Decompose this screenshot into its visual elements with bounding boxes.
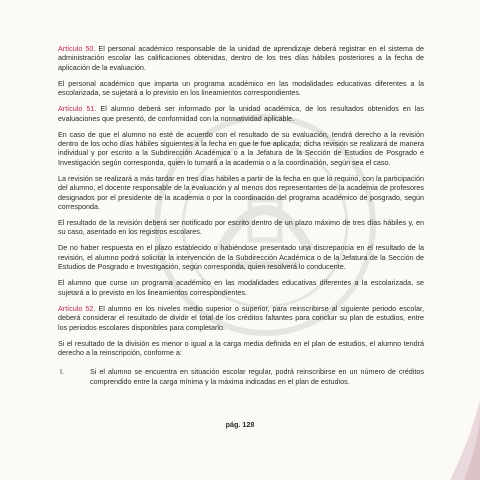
list-item — [58, 367, 424, 386]
paragraph-text: El alumno que curse un programa académico en las modalidades educativas diferentes a la escolarizada, se sujetará a lo previsto en los lineamientos correspondientes. — [58, 278, 424, 297]
page-number: pág. 128 — [225, 420, 255, 429]
paragraph — [58, 218, 424, 237]
document-body — [58, 44, 424, 386]
paragraph-text: La revisión se realizará a más tardar en tres días hábiles a partir de la fecha en que lo requirió, con la participación del alumno, el docente responsable de la evaluación y al menos dos representantes de la academia de profesores designados por el presidente de la academia o por la coordinación del programa académico de posgrado, según corresponda. — [58, 173, 424, 212]
paragraph-text: El personal académico que imparta un programa académico en las modalidades educativas diferentes a la escolarizada, se sujetará a lo previsto en los lineamientos correspondientes. — [58, 78, 424, 98]
paragraph — [58, 243, 424, 271]
list-item-text: Si el alumno se encuentra en situación escolar regular, podrá reinscribirse en un número de créditos comprendido entre la carga mínima y la máxima indicadas en el plan de estudios. — [90, 367, 424, 386]
list-item-number: I. — [60, 367, 64, 377]
paragraph-text: El alumno deberá ser informado por la unidad académica, de los resultados obtenidos en las evaluaciones que presentó, de conformidad con la normatividad aplicable. — [58, 104, 425, 123]
paragraph-text: Si el resultado de la división es menor o igual a la carga media definida en el plan de estudios, el alumno tendrá derecho a la reinscripción, conforme a: — [58, 338, 424, 357]
article-heading: Artículo 51. — [58, 104, 97, 114]
paragraph — [58, 174, 424, 212]
paragraph — [58, 104, 424, 123]
paragraph-text: El resultado de la revisión deberá ser notificado por escrito dentro de un plazo máximo de tres días hábiles y, en su caso, asentado en los registros escolares. — [58, 218, 424, 237]
paragraph — [58, 304, 424, 332]
paragraph — [58, 278, 424, 297]
paragraph-text: En caso de que el alumno no esté de acuerdo con el resultado de su evaluación, tendrá derecho a la revisión dentro de los ocho días hábiles siguientes a la fecha en que le fue aplicada; dicha revisión se realizará de manera individual y por escrito a la Subdirección Académica o a la Jefatura de la Sección de Estudios de Posgrado e Investigación según corresponda, quien lo turnará a la academia o a la coordinación, según sea el caso. — [58, 129, 424, 167]
article-heading: Artículo 50. — [58, 44, 96, 53]
paragraph — [58, 339, 424, 358]
paragraph-text: El personal académico responsable de la unidad de aprendizaje deberá registrar en el sistema de administración escolar las calificaciones obtenidas, dentro de los tres días hábiles posteriores a la fecha de aplicación de la evaluación. — [58, 44, 425, 72]
paragraph — [58, 79, 424, 98]
paragraph — [58, 130, 424, 168]
paragraph-text: De no haber respuesta en el plazo establecido o habiéndose presentado una discrepancia en el resultado de la revisión, el alumno podrá solicitar la intervención de la Subdirección Académica o de la Jefatura de la Sección de Estudios de Posgrado e Investigación, según corresponda, quien resolverá lo conducente. — [58, 243, 424, 272]
article-heading: Artículo 52. — [58, 303, 96, 313]
corner-decoration — [440, 400, 480, 480]
paragraph — [58, 44, 424, 72]
paragraph-text: El alumno en los niveles medio superior o superior, para reinscribirse al siguiente periodo escolar, deberá considerar el resultado de dividir el total de los créditos faltantes para concluir su plan de estudios, entre los periodos escolares disponibles para completarlo. — [58, 303, 424, 332]
